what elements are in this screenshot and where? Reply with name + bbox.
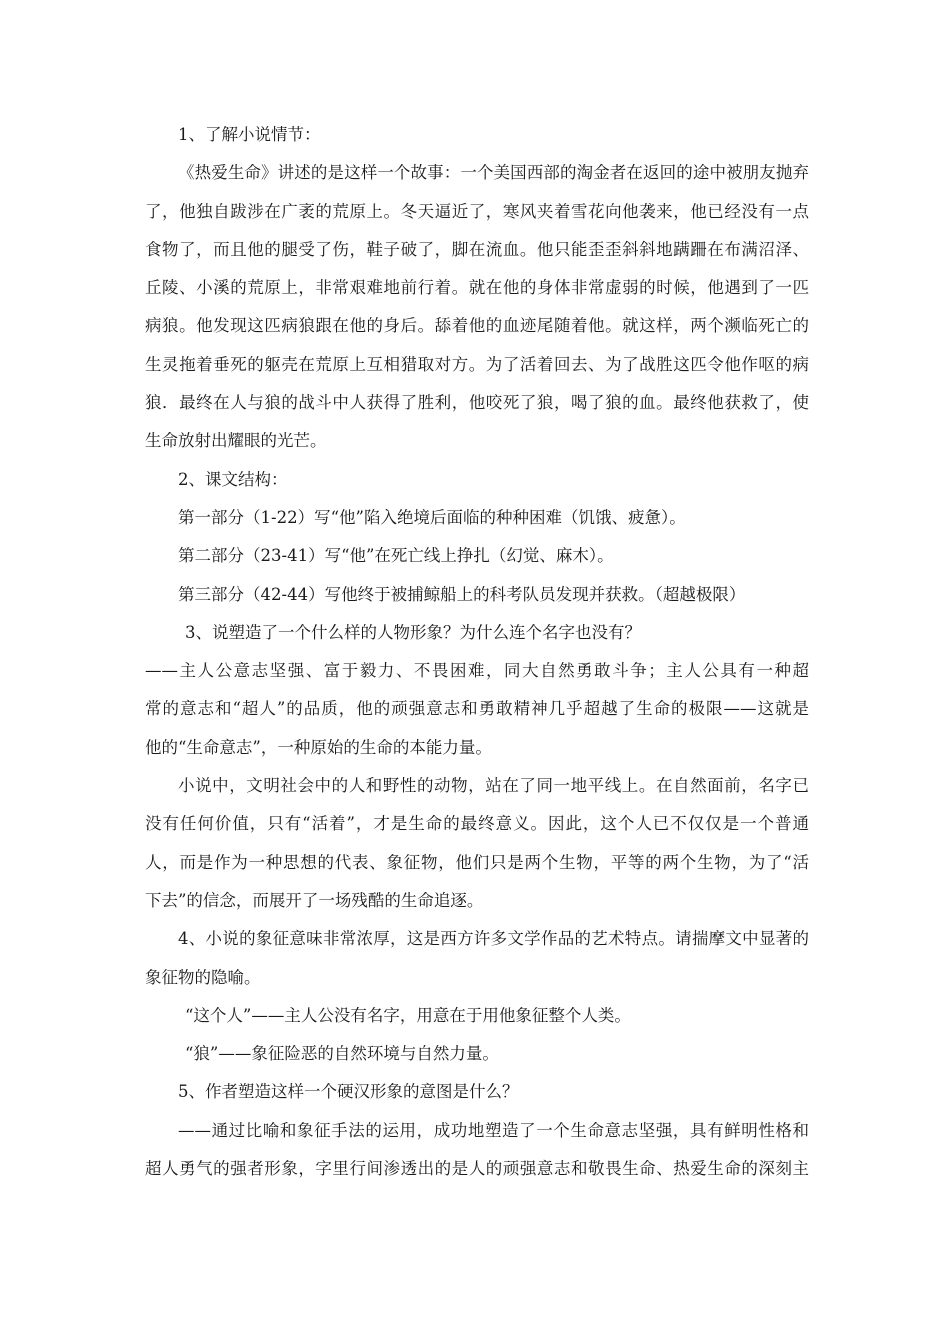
document-body: [145, 116, 809, 1188]
paragraph-line: 丘陵、小溪的荒原上，非常艰难地前行着。就在他的身体非常虚弱的时候，他遇到了一匹: [145, 278, 809, 298]
structure-part-1: 第一部分（1-22）写“他”陷入绝境后面临的种种困难（饥饿、疲惫）。: [178, 507, 686, 527]
paragraph-line: 超人勇气的强者形象，字里行间渗透出的是人的顽强意志和敬畏生命、热爱生命的深刻主: [145, 1159, 809, 1179]
structure-part-2: 第二部分（23-41）写“他”在死亡线上挣扎（幻觉、麻木）。: [178, 546, 614, 566]
structure-part-3: 第三部分（42-44）写他终于被捕鲸船上的科考队员发现并获救。（超越极限）: [178, 584, 746, 604]
paragraph-line: 食物了，而且他的腿受了伤，鞋子破了，脚在流血。他只能歪歪斜斜地蹒跚在布满沼泽、: [145, 239, 809, 259]
paragraph-line: ——主人公意志坚强、富于毅力、不畏困难，同大自然勇敢斗争；主人公具有一种超: [145, 661, 809, 681]
paragraph-line: 下去”的信念，而展开了一场残酷的生命追逐。: [145, 890, 484, 910]
paragraph-line: 没有任何价值，只有“活着”，才是生命的最终意义。因此，这个人已不仅仅是一个普通: [145, 814, 809, 834]
paragraph-line: 病狼。他发现这匹病狼跟在他的身后。舔着他的血迹尾随着他。就这样，两个濒临死亡的: [145, 316, 809, 336]
section-heading-structure: 2、课文结构：: [178, 469, 288, 489]
paragraph-line: 小说中，文明社会中的人和野性的动物，站在了同一地平线上。在自然面前，名字已: [178, 776, 809, 796]
paragraph-line: 生灵拖着垂死的躯壳在荒原上互相猎取对方。为了活着回去、为了战胜这匹令他作呕的病: [145, 354, 809, 374]
symbol-man: “这个人”——主人公没有名字，用意在于用他象征整个人类。: [185, 1005, 631, 1025]
section-heading-symbolism: 4、小说的象征意味非常浓厚，这是西方许多文学作品的艺术特点。请揣摩文中显著的: [178, 929, 809, 949]
paragraph-line: 生命放射出耀眼的光芒。: [145, 431, 327, 451]
paragraph-line: 常的意志和“超人”的品质，他的顽强意志和勇敢精神几乎超越了生命的极限——这就是: [145, 699, 809, 719]
paragraph-line: 人，而是作为一种思想的代表、象征物，他们只是两个生物，平等的两个生物，为了“活: [145, 852, 809, 872]
symbol-wolf: “狼”——象征险恶的自然环境与自然力量。: [185, 1044, 499, 1064]
section-heading-plot: 1、了解小说情节：: [178, 125, 321, 144]
paragraph-line: 了，他独自跋涉在广袤的荒原上。冬天逼近了，寒风夹着雪花向他袭来，他已经没有一点: [145, 201, 809, 221]
paragraph-line: 他的“生命意志”，一种原始的生命的本能力量。: [145, 737, 492, 757]
paragraph-line: ——通过比喻和象征手法的运用，成功地塑造了一个生命意志坚强，具有鲜明性格和: [178, 1120, 809, 1140]
paragraph-line: 狼．最终在人与狼的战斗中人获得了胜利，他咬死了狼，喝了狼的血。最终他获救了，使: [145, 393, 809, 413]
paragraph-line: 《热爱生命》讲述的是这样一个故事：一个美国西部的淘金者在返回的途中被朋友抛弃: [178, 163, 809, 183]
section-heading-character: 3、说塑造了一个什么样的人物形象？为什么连个名字也没有？: [185, 622, 641, 642]
paragraph-line: 象征物的隐喻。: [145, 967, 261, 987]
section-heading-intent: 5、作者塑造这样一个硬汉形象的意图是什么？: [178, 1082, 519, 1102]
